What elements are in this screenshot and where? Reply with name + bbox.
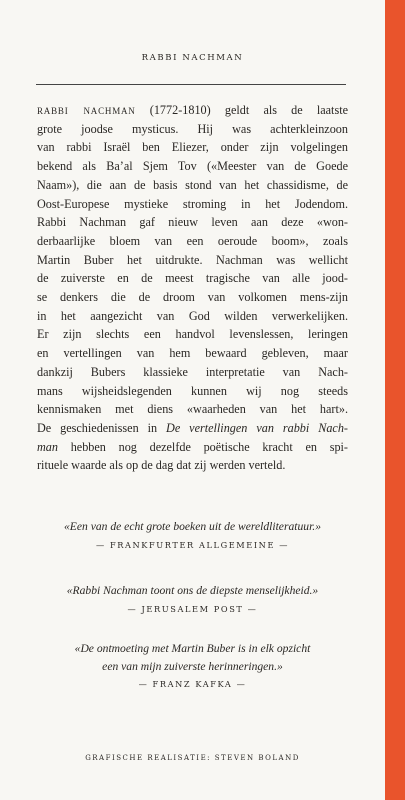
press-quote bbox=[0, 582, 385, 614]
blurb-line bbox=[37, 438, 348, 457]
blurb-line: dankzij Bubers klassieke interpretatie van Nach- bbox=[37, 364, 348, 379]
quote-text: «Een van de echt grote boeken uit de wereldliteratuur.» bbox=[63, 520, 322, 533]
blurb-line-text: hebben nog dezelfde poëtische kracht en spi- bbox=[58, 439, 348, 454]
quote-source: — FRANZ KAFKA — bbox=[138, 679, 247, 689]
blurb-line: Martin Buber het uitdrukte. Nachman was wellicht bbox=[37, 252, 348, 267]
running-head: RABBI NACHMAN bbox=[141, 53, 244, 63]
quote-source: — FRANKFURTER ALLGEMEINE — bbox=[95, 539, 290, 550]
blurb-line: van rabbi Israël ben Eliezer, onder zijn volgelingen bbox=[37, 140, 348, 155]
quote-text: «Rabbi Nachman toont ons de diepste menselijkheid.» bbox=[66, 584, 319, 597]
author-name-smallcaps: rabbi nachman bbox=[37, 103, 136, 117]
press-quote bbox=[0, 518, 385, 550]
blurb-line: derbaarlijke bloem van een oeroude boom», zoals bbox=[37, 233, 348, 248]
blurb-line: Rabbi Nachman gaf nieuw leven aan deze «won- bbox=[37, 215, 348, 230]
blurb-line: Er zijn slechts een handvol levenslessen, leringen bbox=[37, 327, 348, 342]
blurb-line: bekend als Ba’al Sjem Tov («Meester van de Goede bbox=[37, 159, 348, 174]
press-quote bbox=[0, 640, 385, 689]
blurb-line: grote joodse mysticus. Hij was achterkleinzoon bbox=[37, 121, 348, 136]
book-title-italic: De vertellingen van rabbi Nach- bbox=[166, 420, 348, 435]
orange-spine-stripe bbox=[385, 0, 405, 800]
quote-text: «De ontmoeting met Martin Buber is in elk opzicht bbox=[74, 642, 311, 655]
blurb-line: de zuiverste en de meest tragische van alle jood- bbox=[37, 271, 348, 286]
blurb-line: Oost-Europese mystieke stroming in het Jodendom. bbox=[37, 196, 348, 211]
blurb-line: rituele waarde als op de dag dat zij werden verteld. bbox=[37, 458, 286, 473]
blurb-line: en vertellingen van hem bewaard gebleven, maar bbox=[37, 346, 348, 361]
blurb-line: in het aangezicht van God wilden verwerkelijken. bbox=[37, 308, 348, 323]
blurb-line: Naam»), die aan de basis stond van het chassidisme, de bbox=[37, 177, 348, 192]
blurb-line: mans wijsheidslegenden kunnen wij nog steeds bbox=[37, 383, 348, 398]
quote-text: een van mijn zuiverste herinneringen.» bbox=[102, 659, 283, 673]
blurb-line: kennismaken met diens «waarheden van het hart». bbox=[37, 402, 348, 417]
design-credit: GRAFISCHE REALISATIE: STEVEN BOLAND bbox=[85, 754, 300, 762]
quote-source: — JERUSALEM POST — bbox=[127, 603, 258, 614]
blurb-line-text: (1772-1810) geldt als de laatste bbox=[135, 103, 348, 117]
blurb-line-text: De geschiedenissen in bbox=[37, 420, 167, 435]
blurb-line bbox=[37, 101, 348, 120]
blurb-line bbox=[37, 419, 348, 438]
book-title-italic: man bbox=[37, 439, 58, 454]
blurb-line: se denkers die de droom van volkomen mens-zijn bbox=[37, 290, 348, 305]
blurb-text bbox=[37, 101, 348, 475]
header-rule bbox=[36, 84, 346, 85]
